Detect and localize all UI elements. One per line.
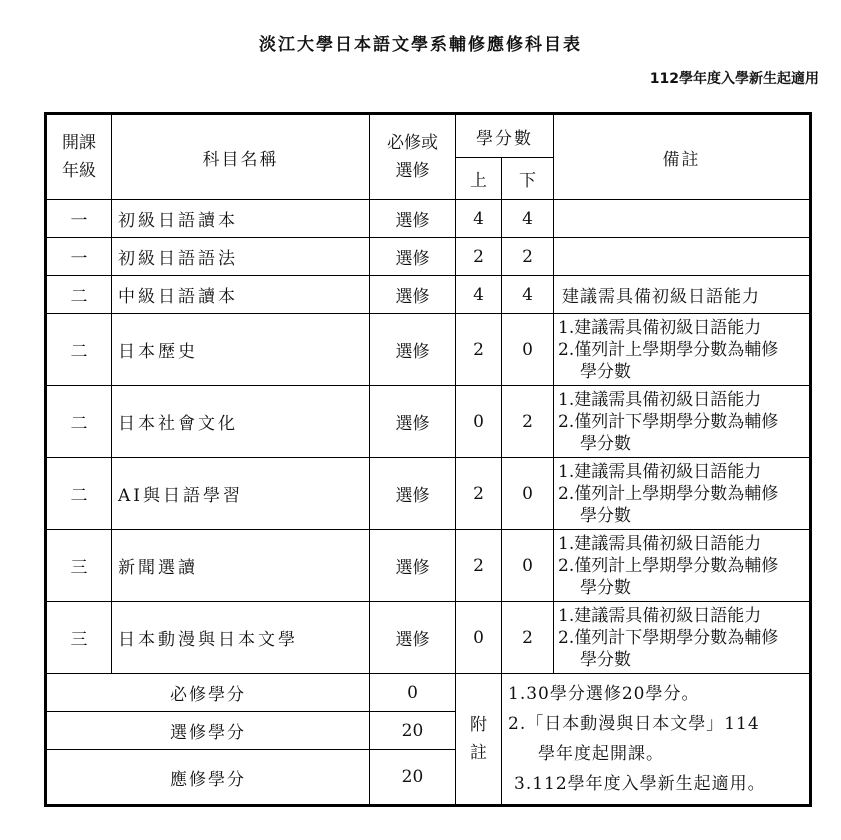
header-semester-1: 上 [456,158,502,200]
credit-sem1-cell: 2 [456,314,502,386]
remarks-cell: 1.建議需具備初級日語能力 2.僅列計上學期學分數為輔修 學分數 [554,458,811,530]
credit-sem2-cell: 0 [502,314,554,386]
type-cell: 選修 [370,314,456,386]
total-credits-value: 20 [370,750,456,806]
table-row [46,386,811,458]
remarks-cell: 1.建議需具備初級日語能力 2.僅列計上學期學分數為輔修 學分數 [554,314,811,386]
elective-credits-value: 20 [370,712,456,750]
grade-cell: 一 [46,238,112,276]
credit-sem1-cell: 2 [456,530,502,602]
document-title: 淡江大學日本語文學系輔修應修科目表 [259,35,582,55]
course-name-cell: 初級日語讀本 [112,200,370,238]
elective-credits-label: 選修學分 [46,712,370,750]
required-credits-label: 必修學分 [46,674,370,712]
type-cell: 選修 [370,602,456,674]
grade-cell: 二 [46,386,112,458]
credit-sem2-cell: 4 [502,200,554,238]
table-row [46,276,811,314]
credit-sem2-cell: 2 [502,386,554,458]
type-cell: 選修 [370,276,456,314]
remarks-cell: 1.建議需具備初級日語能力 2.僅列計上學期學分數為輔修 學分數 [554,530,811,602]
type-cell: 選修 [370,200,456,238]
type-cell: 選修 [370,386,456,458]
credit-sem2-cell: 2 [502,602,554,674]
grade-cell: 三 [46,602,112,674]
credit-sem1-cell: 0 [456,602,502,674]
remarks-cell: 1.建議需具備初級日語能力 2.僅列計下學期學分數為輔修 學分數 [554,386,811,458]
header-semester-2: 下 [502,158,554,200]
grade-cell: 二 [46,458,112,530]
table-row [46,458,811,530]
footnote-label: 附 註 [456,674,502,806]
total-credits-label: 應修學分 [46,750,370,806]
credit-sem1-cell: 2 [456,238,502,276]
header-remarks: 備註 [554,114,811,200]
remarks-cell: 建議需具備初級日語能力 [554,276,811,314]
course-name-cell: 日本歷史 [112,314,370,386]
header-grade: 開課 年級 [46,114,112,200]
grade-cell: 一 [46,200,112,238]
header-type: 必修或 選修 [370,114,456,200]
credit-sem2-cell: 2 [502,238,554,276]
table-row [46,530,811,602]
table-row [46,314,811,386]
course-name-cell: 初級日語語法 [112,238,370,276]
remarks-cell: 1.建議需具備初級日語能力 2.僅列計下學期學分數為輔修 學分數 [554,602,811,674]
footnote-content: 1.30學分選修20學分。 2.「日本動漫與日本文學」114 學年度起開課。 3.112學年度入學新生起適用。 [502,674,811,806]
table-row [46,200,811,238]
grade-cell: 二 [46,314,112,386]
credit-sem1-cell: 4 [456,200,502,238]
table-row [46,238,811,276]
credit-sem1-cell: 2 [456,458,502,530]
remarks-cell [554,200,811,238]
credit-sem2-cell: 0 [502,458,554,530]
credit-sem1-cell: 4 [456,276,502,314]
type-cell: 選修 [370,458,456,530]
grade-cell: 二 [46,276,112,314]
course-name-cell: 中級日語讀本 [112,276,370,314]
required-credits-value: 0 [370,674,456,712]
course-name-cell: AI與日語學習 [112,458,370,530]
table-row [46,602,811,674]
credit-sem1-cell: 0 [456,386,502,458]
header-course-name: 科目名稱 [112,114,370,200]
course-name-cell: 新聞選讀 [112,530,370,602]
course-name-cell: 日本動漫與日本文學 [112,602,370,674]
type-cell: 選修 [370,530,456,602]
grade-cell: 三 [46,530,112,602]
summary-row-required [46,674,811,712]
remarks-cell [554,238,811,276]
applicability-note: 112學年度入學新生起適用 [649,71,819,87]
header-credits: 學分數 [456,114,554,158]
course-name-cell: 日本社會文化 [112,386,370,458]
course-table [44,112,812,807]
credit-sem2-cell: 0 [502,530,554,602]
credit-sem2-cell: 4 [502,276,554,314]
type-cell: 選修 [370,238,456,276]
